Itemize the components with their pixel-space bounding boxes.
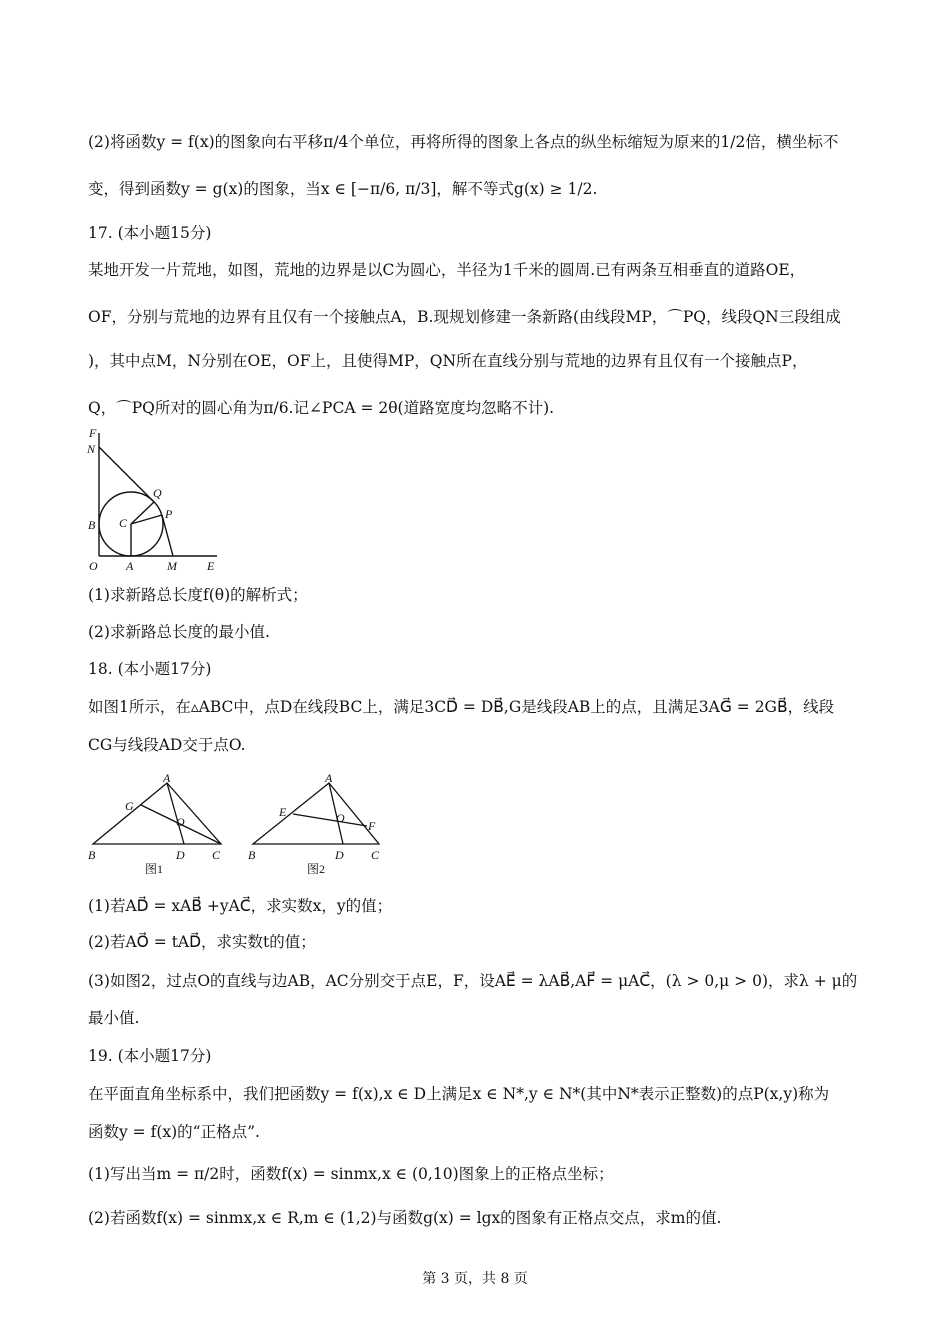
triangle-abc-2: [253, 783, 379, 844]
q16-part2-line1: (2)将函数y = f(x)的图象向右平移π/4个单位，再将所得的图象上各点的纵坐标缩短为原来的1/2倍，横坐标不: [88, 133, 839, 151]
fig1-label-b: B: [88, 848, 96, 862]
label-o: O: [89, 559, 98, 573]
q18-line1: 如图1所示，在▵ABC中，点D在线段BC上，满足3CD⃗ = DB⃗,G是线段AB上的点，且满足3AG⃗ = 2GB⃗，线段: [88, 698, 835, 716]
fig1-label-o: O: [176, 815, 185, 829]
q17-sub2: (2)求新路总长度的最小值.: [88, 623, 270, 641]
q17-header: 17. (本小题15分): [88, 224, 212, 242]
label-a: A: [126, 559, 134, 573]
fig2-label-e: E: [279, 805, 287, 819]
q17-line3: )，其中点M，N分别在OE，OF上，且使得MP，QN所在直线分别与荒地的边界有且仅有一个接触点P，: [88, 352, 808, 370]
label-c: C: [119, 516, 128, 530]
fig2-caption: 图2: [307, 862, 326, 876]
q18-sub1: (1)若AD⃗ = xAB⃗ +yAC⃗，求实数x，y的值；: [88, 897, 393, 915]
page-footer: 第 3 页，共 8 页: [422, 1271, 528, 1287]
fig2-label-a: A: [325, 771, 333, 785]
label-q: Q: [153, 486, 162, 500]
fig1-label-g: G: [125, 799, 134, 813]
segment-mp: [162, 515, 173, 556]
q18-figure2: [245, 770, 390, 880]
label-f: F: [89, 426, 97, 440]
q18-line2: CG与线段AD交于点O.: [88, 736, 246, 754]
fig2-label-f: F: [368, 819, 376, 833]
fig1-caption: 图1: [145, 862, 164, 876]
q18-header: 18. (本小题17分): [88, 660, 212, 678]
label-p: P: [165, 507, 173, 521]
q17-figure: [85, 425, 225, 575]
q16-part2-line2: 变，得到函数y = g(x)的图象，当x ∈ [−π/6, π/3]，解不等式g(x) ≥ 1/2.: [88, 180, 598, 198]
q17-line1: 某地开发一片荒地，如图，荒地的边界是以C为圆心，半径为1千米的圆周.已有两条互相垂直的道路OE，: [88, 261, 806, 279]
q18-sub3-line2: 最小值.: [88, 1009, 140, 1027]
q18-figure1: [85, 770, 230, 880]
q19-line2: 函数y = f(x)的“正格点”.: [88, 1123, 260, 1141]
fig2-label-o: O: [336, 811, 345, 825]
label-b: B: [88, 518, 96, 532]
fig2-label-b: B: [248, 848, 256, 862]
fig1-label-d: D: [176, 848, 185, 862]
fig1-label-c: C: [212, 848, 221, 862]
q17-line2: OF，分别与荒地的边界有且仅有一个接触点A，B.现规划修建一条新路(由线段MP，⌒PQ，线段QN三段组成: [88, 308, 841, 326]
q17-sub1: (1)求新路总长度f(θ)的解析式；: [88, 586, 308, 604]
label-n: N: [87, 442, 96, 456]
fig2-label-c: C: [371, 848, 380, 862]
q19-line1: 在平面直角坐标系中，我们把函数y = f(x),x ∈ D上满足x ∈ N*,y ∈ N*(其中N*表示正整数)的点P(x,y)称为: [88, 1085, 830, 1103]
q18-sub2: (2)若AO⃗ = tAD⃗，求实数t的值；: [88, 933, 316, 951]
q19-header: 19. (本小题17分): [88, 1047, 212, 1065]
q17-line4: Q，⌒PQ所对的圆心角为π/6.记∠PCA = 2θ(道路宽度均忽略不计).: [88, 399, 555, 417]
q19-sub1: (1)写出当m = π/2时，函数f(x) = sinmx,x ∈ (0,10)图象上的正格点坐标；: [88, 1165, 614, 1183]
label-m: M: [167, 559, 177, 573]
segment-qn: [99, 447, 154, 502]
fig2-label-d: D: [335, 848, 344, 862]
q19-sub2: (2)若函数f(x) = sinmx,x ∈ R,m ∈ (1,2)与函数g(x) = lgx的图象有正格点交点，求m的值.: [88, 1209, 722, 1227]
fig1-label-a: A: [163, 771, 171, 785]
label-e: E: [207, 559, 215, 573]
q18-sub3-line1: (3)如图2，过点O的直线与边AB，AC分别交于点E，F，设AE⃗ = λAB⃗,AF⃗ = μAC⃗，(λ > 0,μ > 0)，求λ + μ的: [88, 972, 858, 990]
